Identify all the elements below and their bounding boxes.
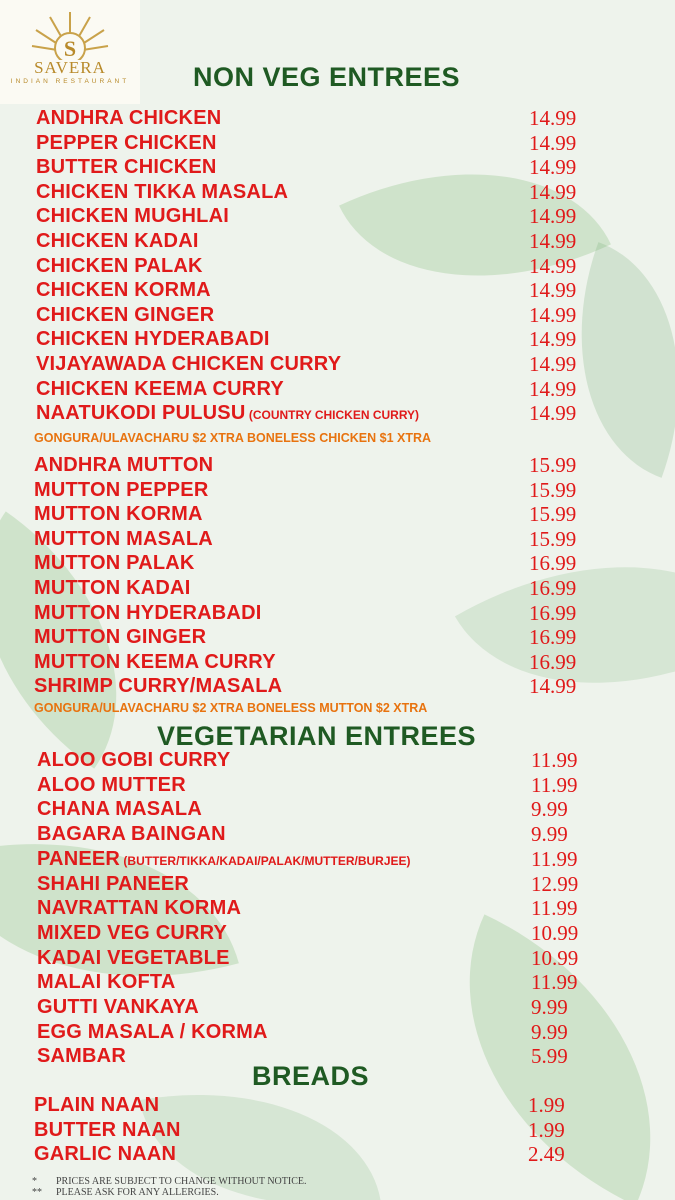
menu-item-name: MIXED VEG CURRY	[37, 921, 228, 944]
footer-note-2: ** PLEASE ASK FOR ANY ALLERGIES.	[32, 1187, 219, 1198]
menu-item-price: 15.99	[529, 477, 577, 502]
menu-item-name: CHICKEN GINGER	[36, 303, 215, 326]
menu-item-name: MUTTON KORMA	[34, 503, 203, 526]
menu-item-name: MUTTON PEPPER	[34, 478, 209, 501]
restaurant-logo	[0, 0, 140, 104]
menu-item-name: CHICKEN HYDERABADI	[36, 328, 270, 351]
menu-item-price: 12.99	[531, 871, 579, 896]
heading-vegetarian: VEGETARIAN ENTREES	[157, 721, 477, 751]
menu-item-name: MUTTON GINGER	[34, 626, 207, 649]
menu-item-name: CHANA MASALA	[37, 798, 202, 821]
menu-item-price: 16.99	[529, 551, 577, 576]
menu-item-price: 15.99	[529, 453, 577, 477]
menu-item-price: 14.99	[529, 401, 577, 426]
menu-item-price: 14.99	[529, 352, 577, 376]
menu-item-name: VIJAYAWADA CHICKEN CURRY	[36, 353, 342, 375]
footer-note-1: * PRICES ARE SUBJECT TO CHANGE WITHOUT NOTICE.	[32, 1176, 307, 1187]
menu-item-name: MUTTON HYDERABADI	[34, 601, 262, 624]
menu-item-name: SAMBAR	[37, 1045, 126, 1068]
heading-breads: BREADS	[252, 1061, 370, 1091]
menu-item-name: PANEER (BUTTER/TIKKA/KADAI/PALAK/MUTTER/BURJEE)	[37, 847, 411, 870]
menu-item-price: 9.99	[531, 995, 568, 1019]
menu-item-name: PLAIN NAAN	[34, 1094, 160, 1116]
menu-item-name: SHRIMP CURRY/MASALA	[34, 675, 283, 698]
menu-item-name: MUTTON KADAI	[34, 577, 191, 599]
menu-item-name: CHICKEN KADAI	[36, 230, 199, 252]
menu-item-name: CHICKEN MUGHLAI	[36, 205, 229, 228]
menu-item-price: 14.99	[529, 302, 577, 327]
menu-item-name: SHAHI PANEER	[37, 872, 190, 895]
brand-name: SAVERA	[34, 58, 106, 77]
menu-item-price: 11.99	[531, 748, 578, 772]
menu-item-price: 9.99	[531, 1019, 568, 1044]
menu-item-name: ALOO MUTTER	[37, 773, 186, 796]
menu-item-name: MUTTON KEEMA CURRY	[34, 650, 276, 673]
menu-item-price: 16.99	[529, 600, 577, 625]
menu-item-price: 14.99	[529, 130, 577, 155]
menu-item-price: 5.99	[531, 1044, 568, 1069]
menu-item-name: BAGARA BAINGAN	[37, 823, 226, 846]
menu-item-name: MUTTON MASALA	[34, 527, 213, 550]
menu-item-price: 11.99	[531, 772, 578, 797]
menu-item-price: 11.99	[531, 846, 578, 871]
menu-item-name: CHICKEN KEEMA CURRY	[36, 377, 284, 400]
menu-item-name: ANDHRA CHICKEN	[36, 107, 222, 129]
menu-item-price: 15.99	[529, 502, 577, 527]
svg-text:S: S	[63, 36, 77, 60]
menu-item-name: MUTTON PALAK	[34, 552, 195, 575]
menu-item-price: 9.99	[531, 797, 568, 822]
menu-item-price: 1.99	[528, 1093, 565, 1117]
menu-item-price: 1.99	[528, 1117, 565, 1142]
menu-item-price: 2.49	[528, 1142, 565, 1167]
menu-item-price: 9.99	[531, 822, 568, 847]
brand-tagline: INDIAN RESTAURANT	[10, 78, 130, 85]
menu-item-name: ANDHRA MUTTON	[34, 454, 214, 476]
menu-item-price: 14.99	[529, 327, 577, 352]
heading-non-veg: NON VEG ENTREES	[193, 62, 461, 92]
menu-item-name: NAATUKODI PULUSU (COUNTRY CHICKEN CURRY)	[36, 402, 420, 425]
menu-item-price: 16.99	[529, 576, 577, 600]
menu-item-note: (COUNTRY CHICKEN CURRY)	[245, 408, 420, 423]
menu-item-name: ALOO GOBI CURRY	[37, 749, 231, 771]
menu-item-price: 14.99	[529, 253, 577, 278]
menu-item-name: EGG MASALA / KORMA	[37, 1020, 268, 1043]
menu-item-name: PEPPER CHICKEN	[36, 131, 217, 154]
menu-item-price: 10.99	[531, 920, 579, 945]
menu-item-name: CHICKEN KORMA	[36, 279, 211, 302]
menu-item-name: CHICKEN PALAK	[36, 254, 203, 277]
menu-item-price: 16.99	[529, 649, 577, 674]
menu-item-note: (BUTTER/TIKKA/KADAI/PALAK/MUTTER/BURJEE)	[120, 853, 411, 868]
menu-item-price: 14.99	[529, 229, 577, 253]
menu-item-price: 14.99	[529, 106, 577, 130]
menu-item-price: 14.99	[529, 179, 577, 204]
menu-item-name: MALAI KOFTA	[37, 971, 176, 994]
menu-item-price: 10.99	[531, 945, 579, 970]
menu-item-name: NAVRATTAN KORMA	[37, 897, 242, 920]
sunrise-logo-icon	[30, 8, 110, 60]
chicken-extra-note: GONGURA/ULAVACHARU $2 XTRA BONELESS CHICKEN $1 XTRA	[34, 431, 432, 445]
menu-item-name: KADAI VEGETABLE	[37, 946, 230, 969]
menu-item-price: 14.99	[529, 376, 577, 401]
menu-item-price: 14.99	[529, 674, 577, 699]
menu-item-price: 14.99	[529, 204, 577, 229]
menu-item-name: CHICKEN TIKKA MASALA	[36, 180, 289, 203]
menu-item-name: GARLIC NAAN	[34, 1143, 177, 1166]
menu-item-price: 14.99	[529, 155, 577, 180]
menu-item-price: 16.99	[529, 625, 577, 650]
mutton-extra-note: GONGURA/ULAVACHARU $2 XTRA BONELESS MUTTON $2 XTRA	[34, 701, 428, 715]
menu-item-name: BUTTER NAAN	[34, 1118, 181, 1141]
menu-item-name: GUTTI VANKAYA	[37, 996, 199, 1018]
menu-item-price: 15.99	[529, 526, 577, 551]
menu-item-name: BUTTER CHICKEN	[36, 156, 217, 179]
menu-item-price: 11.99	[531, 896, 578, 921]
menu-item-price: 11.99	[531, 970, 578, 995]
menu-item-price: 14.99	[529, 278, 577, 303]
